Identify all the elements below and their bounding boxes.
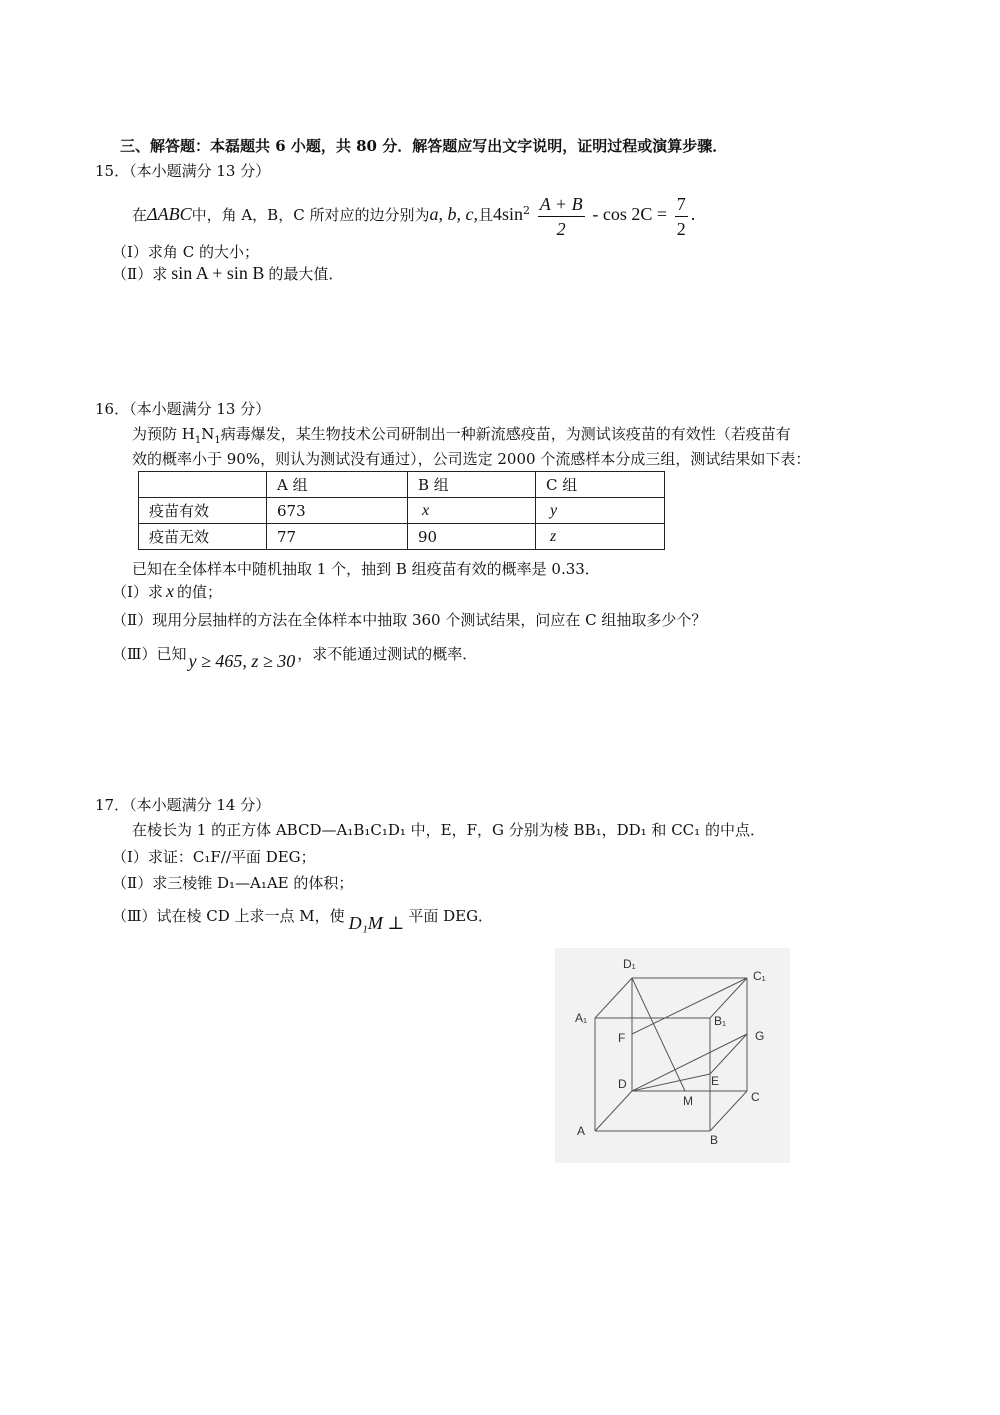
label-M: M [683, 1094, 693, 1108]
q16-part1-a: （Ⅰ）求 [112, 583, 163, 601]
q17-part3 [112, 898, 493, 933]
q16-title: 16．（本小题满分 13 分） [95, 400, 271, 418]
table-header-cell [139, 472, 267, 498]
section-header: 三、解答题：本磊题共 6 小题，共 80 分．解答题应写出文字说明，证明过程或演算步骤． [120, 137, 728, 155]
table-cell: 疫苗无效 [139, 524, 267, 550]
q15-power: 2 [522, 204, 530, 217]
label-E: E [711, 1074, 720, 1088]
table-cell: 疫苗有效 [139, 498, 267, 524]
q15-sides: a, b, c, [429, 204, 478, 224]
cube-figure [555, 948, 790, 1163]
table-header-cell: B 组 [408, 472, 536, 498]
q15-frac2-den: 2 [676, 218, 686, 239]
q15-stem-prefix: 在 [132, 206, 148, 224]
label-C: C [751, 1090, 760, 1104]
table-row [139, 524, 665, 550]
q15-part1: （Ⅰ）求角 C 的大小； [112, 243, 259, 261]
q17-part3-a: （Ⅲ）试在棱 CD 上求一点 M，使 [112, 907, 345, 925]
q17-part3-b: 平面 DEG． [408, 907, 494, 925]
q15-part2-expr: sin A + sin B [171, 263, 265, 283]
q15-part2-suffix: 的最大值． [268, 265, 344, 283]
table-cell: 90 [408, 524, 536, 550]
table-header-row [139, 472, 665, 498]
q16-line1-b: N [201, 425, 215, 443]
q15-triangle: ΔABC [147, 204, 192, 224]
q16-part3-expr: y ≥ 465, z ≥ 30 [188, 651, 296, 671]
q15-stem-mid: 中，角 A，B，C 所对应的边分别为 [191, 206, 430, 224]
table-row [139, 498, 665, 524]
table-header-cell: C 组 [536, 472, 665, 498]
q15-frac2 [675, 192, 688, 241]
q16-table [138, 471, 665, 550]
q17-part2: （Ⅱ）求三棱锥 D₁—A₁AE 的体积； [112, 874, 354, 892]
q16-part3-a: （Ⅲ）已知 [112, 645, 187, 663]
table-cell: 77 [267, 524, 408, 550]
q15-frac1-num: A + B [538, 192, 585, 217]
q16-line1-c: 病毒爆发，某生物技术公司研制出一种新流感疫苗，为测试该疫苗的有效性（若疫苗有 [220, 425, 791, 443]
q16-line2: 效的概率小于 90%，则认为测试没有通过），公司选定 2000 个流感样本分成三组，测试结果如下表： [132, 450, 811, 468]
q16-part3 [112, 636, 477, 671]
q16-part2: （Ⅱ）现用分层抽样的方法在全体样本中抽取 360 个测试结果，问应在 C 组抽取多少个？ [112, 611, 707, 629]
label-D1: D₁ [623, 957, 636, 971]
table-header-cell: A 组 [267, 472, 408, 498]
label-B: B [710, 1133, 719, 1147]
label-F: F [618, 1031, 626, 1045]
table-cell: z [536, 524, 665, 550]
q16-known: 已知在全体样本中随机抽取 1 个，抽到 B 组疫苗有效的概率是 0.33． [132, 560, 600, 578]
q15-frac1-den: 2 [556, 218, 566, 239]
q15-and: 且 [477, 206, 493, 224]
q16-part3-b: ，求不能通过测试的概率． [297, 645, 478, 663]
table-cell: y [536, 498, 665, 524]
q15-end: . [690, 204, 696, 224]
label-B1: B₁ [714, 1014, 727, 1028]
label-A1: A₁ [575, 1011, 588, 1025]
q16-sub2: 1 [214, 435, 221, 446]
q16-line1 [132, 423, 791, 446]
label-G: G [755, 1029, 765, 1043]
q17-part1: （Ⅰ）求证：C₁F//平面 DEG； [112, 848, 316, 866]
q16-part1-var: x [165, 581, 174, 601]
q15-part2-prefix: （Ⅱ）求 [112, 265, 168, 283]
q15-part2 [112, 263, 343, 284]
q16-sub1: 1 [194, 435, 202, 446]
q17-stem: 在棱长为 1 的正方体 ABCD—A₁B₁C₁D₁ 中，E，F，G 分别为棱 BB₁，DD₁ 和 CC₁ 的中点． [132, 821, 765, 839]
q15-stem [132, 186, 695, 241]
q16-line1-a: 为预防 H [132, 425, 195, 443]
q16-part1 [112, 581, 222, 602]
q15-minus-cos: - cos 2C = [592, 204, 668, 224]
label-D: D [618, 1077, 627, 1091]
label-A: A [577, 1124, 586, 1138]
q17-part3-expr: D₁M ⊥ [348, 913, 405, 933]
table-cell: 673 [267, 498, 408, 524]
q15-frac1 [538, 192, 585, 241]
table-cell: x [408, 498, 536, 524]
q15-title: 15．（本小题满分 13 分） [95, 162, 271, 180]
q15-coef: 4sin [492, 204, 523, 224]
q15-frac2-num: 7 [675, 192, 688, 217]
q16-part1-b: 的值； [176, 583, 222, 601]
q17-title: 17．（本小题满分 14 分） [95, 796, 271, 814]
label-C1: C₁ [753, 969, 766, 983]
